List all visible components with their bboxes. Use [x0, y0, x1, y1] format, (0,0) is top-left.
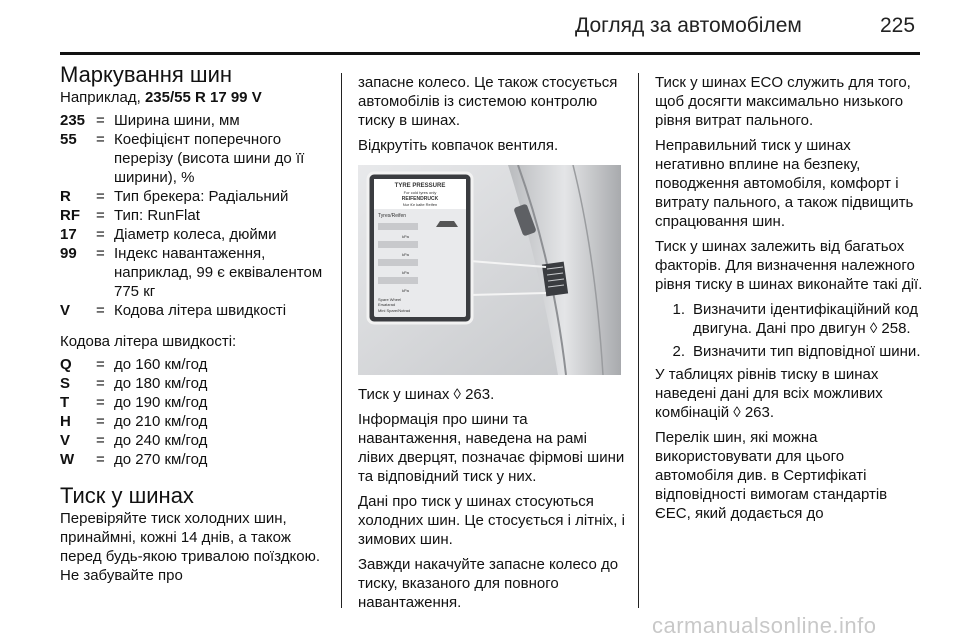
definition-eq: =: [96, 413, 105, 430]
definition-row: [60, 393, 328, 412]
middle-paragraph-1: запасне колесо. Це також стосується автомобілів із системою контролю тиску в шинах.: [358, 74, 618, 129]
middle-paragraph-2: Відкрутіть ковпачок вентиля.: [358, 137, 559, 154]
definition-value: до 160 км/год: [114, 356, 208, 373]
tyre-pressure-paragraph: Перевіряйте тиск холодних шин, принаймні, кожні 14 днів, а також перед будь-якою тривалою поїздкою. Не забувайте про: [60, 510, 321, 584]
definition-row: [60, 244, 328, 301]
definition-eq: =: [96, 375, 105, 392]
definition-value: Індекс навантаження, наприклад, 99 є еквівалентом 775 кг: [114, 245, 323, 300]
definition-value: Кодова літера швидкості: [114, 302, 287, 319]
definition-value: до 210 км/год: [114, 413, 208, 430]
definition-eq: =: [96, 394, 105, 411]
label-row-header: Tyres/Reifen: [378, 213, 407, 219]
column-divider-1: [341, 73, 342, 608]
door-frame-illustration: [358, 165, 621, 375]
label-spare-2: Ersatzrad: [378, 302, 396, 307]
speed-intro: Кодова літера швидкості:: [60, 333, 237, 350]
right-paragraph-5: Перелік шин, які можна використовувати для цього автомобіля див. в Сертифікаті відповідності вимогам стандартів ЄЕС, який додається до: [655, 429, 888, 522]
definition-list: [60, 111, 328, 320]
middle-paragraph-6: Завжди накачуйте запасне колесо до тиску, вказаного для повного навантаження.: [358, 556, 619, 611]
definition-row: [60, 130, 328, 187]
definition-eq: =: [96, 207, 105, 224]
definition-eq: =: [96, 188, 105, 205]
step-item: [661, 300, 923, 338]
definition-value: до 180 км/год: [114, 375, 208, 392]
page-header-title: Догляд за автомобілем: [575, 14, 802, 37]
definition-key: V: [60, 302, 71, 319]
definition-key: V: [60, 432, 71, 449]
definition-eq: =: [96, 356, 105, 373]
label-unit-1: kPa: [402, 234, 409, 239]
definition-row: [60, 301, 328, 320]
tyre-label-figure: [358, 165, 621, 375]
steps-list: [655, 300, 923, 361]
definition-eq: =: [96, 226, 105, 243]
speed-list: [60, 355, 328, 469]
definition-row: [60, 187, 328, 206]
definition-row: [60, 225, 328, 244]
page-number: 225: [880, 14, 916, 37]
definition-value: Тип: RunFlat: [114, 207, 200, 224]
label-title: TYRE PRESSURE: [394, 183, 446, 189]
definition-key: 55: [60, 131, 77, 148]
step-number: 1.: [672, 301, 685, 318]
step-text: Визначити ідентифікаційний код двигуна. Дані про двигун ◊ 258.: [693, 301, 919, 337]
section-heading-tyre-pressure: Тиск у шинах: [60, 483, 194, 508]
definition-key: S: [60, 375, 71, 392]
definition-row: [60, 206, 328, 225]
definition-key: RF: [60, 207, 80, 224]
column-divider-2: [638, 73, 639, 608]
example-value: 235/55 R 17 99 V: [144, 89, 262, 106]
right-paragraph-1: Тиск у шинах ECO служить для того, щоб досягти максимально низького рівня витрат пального.: [655, 74, 911, 129]
header-rule: [60, 52, 920, 55]
label-spare-1: Spare Wheel: [378, 297, 402, 302]
definition-row: [60, 355, 328, 374]
right-column: [655, 73, 923, 529]
definition-row: [60, 431, 328, 450]
left-column: [60, 62, 328, 591]
definition-key: W: [60, 451, 75, 468]
label-subtitle-1: For cold tyres only: [403, 190, 437, 195]
right-paragraph-2: Неправильний тиск у шинах негативно вплине на безпеку, поводження автомобіля, комфорт і витрату пального, а також підвищить спрацювання шин.: [655, 137, 914, 230]
definition-key: R: [60, 188, 71, 205]
definition-key: 235: [60, 112, 86, 129]
middle-paragraph-3: Тиск у шинах ◊ 263.: [358, 386, 495, 403]
right-paragraph-3: Тиск у шинах залежить від багатьох факторів. Для визначення належного рівня тиску в шинах виконайте такі дії.: [655, 238, 923, 293]
label-subtitle-2: REIFENDRUCK: [401, 196, 439, 202]
definition-row: [60, 374, 328, 393]
definition-eq: =: [96, 432, 105, 449]
definition-value: Тип брекера: Радіальний: [114, 188, 289, 205]
definition-value: Ширина шини, мм: [114, 112, 240, 129]
definition-value: до 240 км/год: [114, 432, 208, 449]
definition-value: Коефіцієнт поперечного перерізу (висота шини до її ширини), %: [114, 131, 305, 186]
definition-eq: =: [96, 302, 105, 319]
label-subtitle-3: Nur für kalte Reifen: [402, 202, 438, 207]
watermark: carmanualsonline.info: [652, 613, 877, 638]
definition-row: [60, 111, 328, 130]
definition-key: H: [60, 413, 71, 430]
middle-paragraph-4: Інформація про шини та навантаження, наведена на рамі лівих дверцят, позначає фірмові шини та відповідний тиск у них.: [358, 411, 625, 485]
definition-key: 99: [60, 245, 77, 262]
label-unit-3: kPa: [402, 270, 409, 275]
step-text: Визначити тип відповідної шини.: [693, 343, 921, 360]
step-item: [661, 342, 923, 361]
definition-key: 17: [60, 226, 77, 243]
definition-row: [60, 412, 328, 431]
definition-key: Q: [60, 356, 72, 373]
definition-eq: =: [96, 451, 105, 468]
label-spare-3: Mini Spare/Notrad: [378, 308, 411, 313]
example-line: [60, 88, 328, 107]
definition-eq: =: [96, 245, 105, 262]
definition-value: до 190 км/год: [114, 394, 208, 411]
step-number: 2.: [672, 343, 685, 360]
definition-value: Діаметр колеса, дюйми: [114, 226, 277, 243]
definition-eq: =: [96, 131, 105, 148]
definition-eq: =: [96, 112, 105, 129]
example-prefix: Наприклад,: [60, 89, 145, 106]
label-unit-4: kPa: [402, 288, 409, 293]
middle-column: [358, 73, 626, 618]
label-unit-2: kPa: [402, 252, 409, 257]
definition-value: до 270 км/год: [114, 451, 208, 468]
section-heading-tyre-marking: Маркування шин: [60, 62, 233, 87]
definition-row: [60, 450, 328, 469]
middle-paragraph-5: Дані про тиск у шинах стосуються холодних шин. Це стосується і літніх, і зимових шин.: [358, 493, 625, 548]
right-paragraph-4: У таблицях рівнів тиску в шинах наведені дані для всіх можливих комбінацій ◊ 263.: [655, 366, 883, 421]
definition-key: T: [60, 394, 70, 411]
